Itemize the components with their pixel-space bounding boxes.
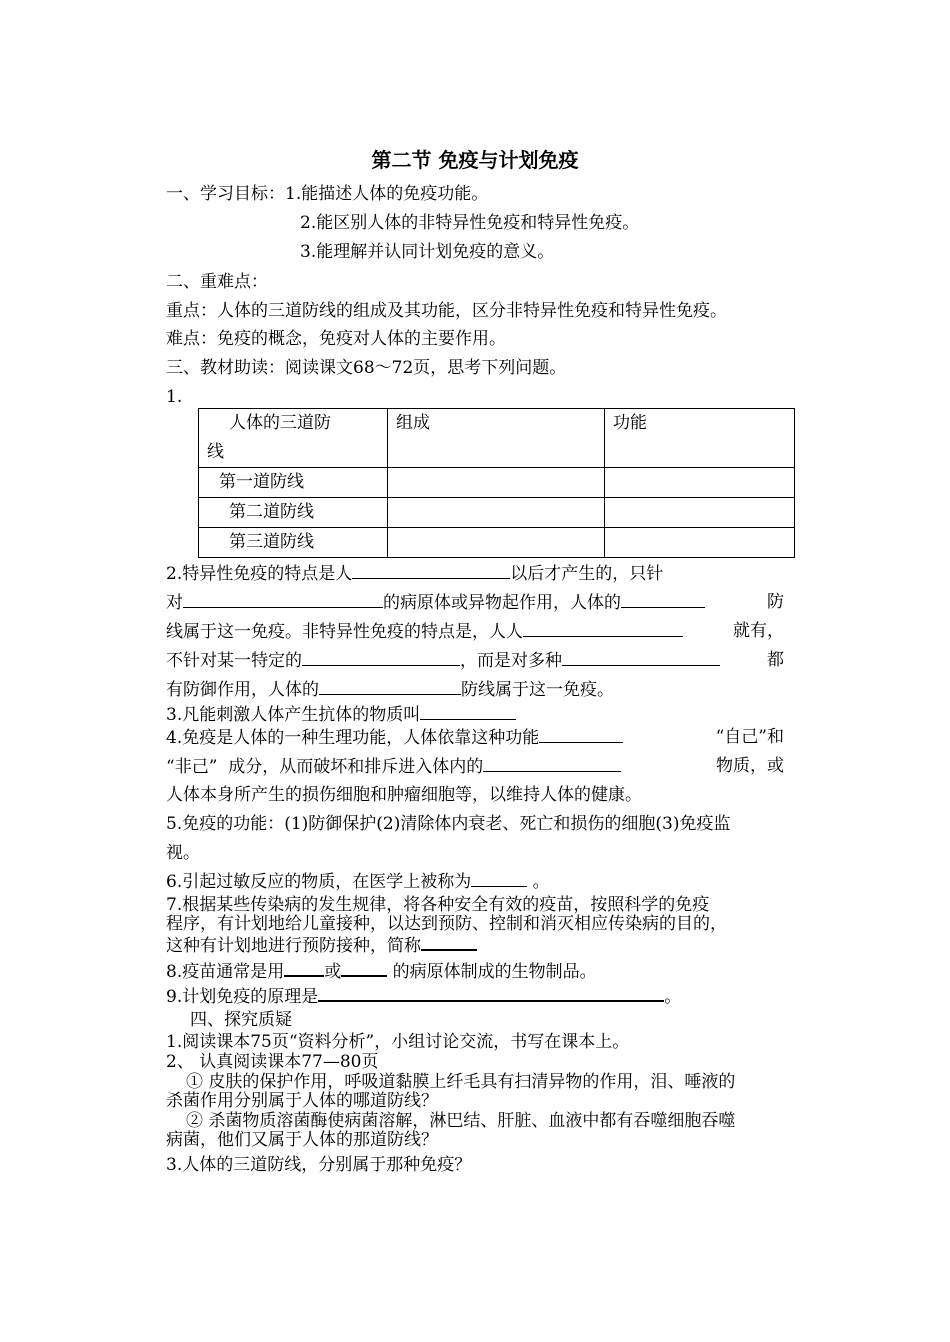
q5-line-2: 视。 bbox=[166, 843, 200, 863]
blank[interactable] bbox=[471, 871, 527, 887]
blank[interactable] bbox=[302, 650, 460, 666]
table-row-label: 第二道防线 bbox=[199, 498, 388, 528]
blank[interactable] bbox=[483, 756, 621, 772]
blank[interactable] bbox=[183, 592, 383, 608]
q7-line-3: 这种有计划地进行预防接种，简称 bbox=[166, 934, 477, 956]
explore-q2a-line-2: 杀菌作用分别属于人体的哪道防线？ bbox=[166, 1091, 438, 1111]
guide-label: 三、教材助读：阅读课文68～72页，思考下列问题。 bbox=[166, 358, 567, 378]
q7-line-1: 7.根据某些传染病的发生规律，将各种安全有效的疫苗，按照科学的免疫 bbox=[166, 895, 710, 915]
q2-line-4: 不针对某一特定的 ，而是对多种 都 bbox=[166, 650, 784, 671]
explore-q1: 1.阅读课本75页“资料分析”，小组讨论交流，书写在课本上。 bbox=[166, 1032, 630, 1052]
explore-q2b-line-1: ② 杀菌物质溶菌酶使病菌溶解，淋巴结、肝脏、血液中都有吞噬细胞吞噬 bbox=[186, 1111, 736, 1131]
table-cell-blank[interactable] bbox=[605, 528, 795, 558]
defense-table bbox=[198, 408, 795, 558]
blank[interactable] bbox=[539, 727, 623, 743]
table-row bbox=[199, 528, 795, 558]
blank[interactable] bbox=[318, 985, 664, 1002]
explore-q2b-line-2: 病菌，他们又属于人体的那道防线？ bbox=[166, 1130, 438, 1150]
q2-line-5: 有防御作用，人体的 防线属于这一免疫。 bbox=[166, 680, 614, 700]
q7-line-2: 程序，有计划地给儿童接种，以达到预防、控制和消灭相应传染病的目的， bbox=[166, 914, 727, 934]
q2-line-3: 线属于这一免疫。非特异性免疫的特点是，人人 就有， bbox=[166, 621, 784, 642]
q4-line-2: “非己” 成分，从而破坏和排斥进入体内的 物质，或 bbox=[166, 756, 784, 777]
table-cell-blank[interactable] bbox=[605, 498, 795, 528]
table-header-function: 功能 bbox=[605, 409, 795, 468]
page-title: 第二节 免疫与计划免疫 bbox=[371, 148, 579, 172]
q8-line: 8.疫苗通常是用 或 的病原体制成的生物制品。 bbox=[166, 962, 597, 982]
table-row bbox=[199, 498, 795, 528]
table-cell-blank[interactable] bbox=[388, 498, 605, 528]
table-row-label: 第三道防线 bbox=[199, 528, 388, 558]
blank[interactable] bbox=[319, 679, 461, 695]
explore-q3: 3.人体的三道防线，分别属于那种免疫？ bbox=[166, 1155, 472, 1175]
table-cell-blank[interactable] bbox=[388, 468, 605, 498]
q4-line-1: 4.免疫是人体的一种生理功能，人体依靠这种功能 “自己”和 bbox=[166, 727, 784, 748]
q3-line: 3.凡能刺激人体产生抗体的物质叫 bbox=[166, 704, 516, 725]
q2-line-1: 2.特异性免疫的特点是人 以后才产生的，只针 bbox=[166, 564, 664, 584]
goals-label: 一、学习目标： bbox=[166, 184, 285, 204]
blank[interactable] bbox=[352, 563, 510, 579]
goal-item-3: 3.能理解并认同计划免疫的意义。 bbox=[300, 242, 555, 262]
key-point: 重点：人体的三道防线的组成及其功能，区分非特异性免疫和特异性免疫。 bbox=[166, 301, 727, 321]
blank[interactable] bbox=[562, 650, 720, 666]
blank[interactable] bbox=[523, 621, 683, 637]
table-header-composition: 组成 bbox=[388, 409, 605, 468]
goals-line-1 bbox=[166, 184, 488, 204]
table-header-defense: 人体的三道防 线 bbox=[199, 409, 388, 468]
table-cell-blank[interactable] bbox=[388, 528, 605, 558]
blank[interactable] bbox=[621, 592, 705, 608]
q9-line: 9.计划免疫的原理是 。 bbox=[166, 987, 682, 1007]
goal-item-1: 1.能描述人体的免疫功能。 bbox=[285, 184, 489, 204]
blank[interactable] bbox=[284, 960, 324, 977]
table-row-label: 第一道防线 bbox=[199, 468, 388, 498]
table-header-row bbox=[199, 409, 795, 468]
goal-item-2: 2.能区别人体的非特异性免疫和特异性免疫。 bbox=[300, 213, 640, 233]
q5-line-1: 5.免疫的功能：(1)防御保护(2)清除体内衰老、死亡和损伤的细胞(3)免疫监 bbox=[166, 814, 731, 834]
explore-label: 四、探究质疑 bbox=[190, 1010, 292, 1030]
q4-line-3: 人体本身所产生的损伤细胞和肿瘤细胞等，以维持人体的健康。 bbox=[166, 785, 642, 805]
table-cell-blank[interactable] bbox=[605, 468, 795, 498]
explore-q2a-line-1: ① 皮肤的保护作用，呼吸道黏膜上纤毛具有扫清异物的作用，泪、唾液的 bbox=[186, 1072, 736, 1092]
hard-point: 难点：免疫的概念，免疫对人体的主要作用。 bbox=[166, 329, 506, 349]
blank[interactable] bbox=[421, 934, 477, 951]
q2-line-2: 对 的病原体或异物起作用，人体的 防 bbox=[166, 592, 784, 613]
blank[interactable] bbox=[341, 960, 387, 977]
blank[interactable] bbox=[420, 704, 516, 720]
q6-line: 6.引起过敏反应的物质，在医学上被称为 。 bbox=[166, 872, 550, 892]
q1-number: 1. bbox=[166, 387, 183, 407]
difficulty-label: 二、重难点： bbox=[166, 272, 268, 292]
table-row bbox=[199, 468, 795, 498]
explore-q2-label: 2、 认真阅读课本77—80页 bbox=[166, 1052, 379, 1072]
